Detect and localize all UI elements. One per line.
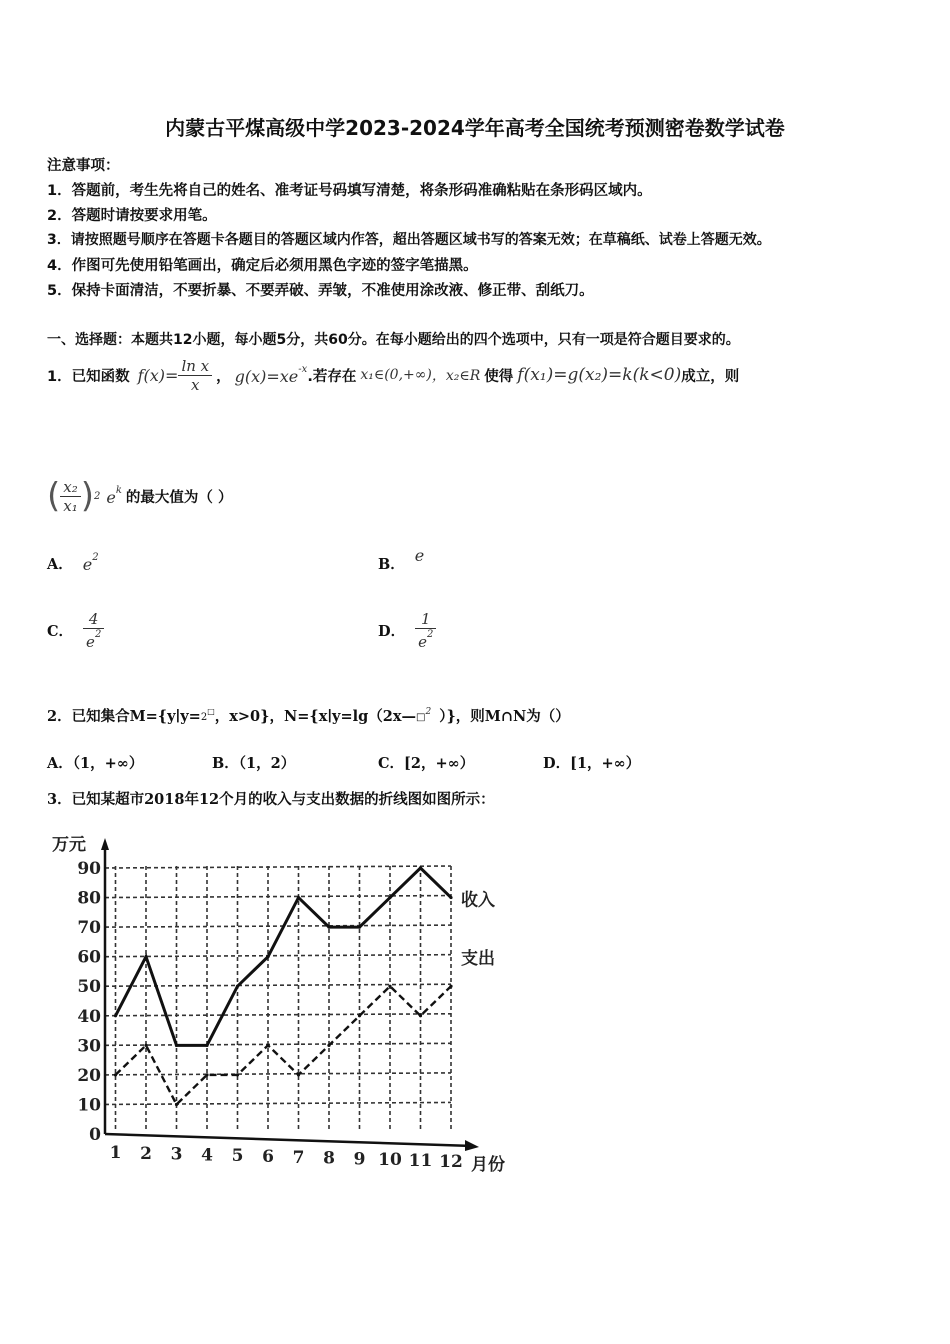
q1-exist: .若存在 <box>307 368 357 385</box>
q2-option-c[interactable] <box>378 752 474 773</box>
option-label: B． <box>378 555 405 573</box>
note-item: 5．保持卡面清洁，不要折暴、不要弄破、弄皱，不准使用涂改液、修正带、刮纸刀。 <box>47 283 594 299</box>
note-item: 3．请按照题号顺序在答题卡各题目的答题区域内作答，超出答题区域书写的答案无效；在草稿纸、试卷上答题无效。 <box>47 232 771 248</box>
q1-comma: ， <box>216 368 231 385</box>
data-point <box>358 1014 361 1017</box>
y-tick-label: 50 <box>77 977 101 998</box>
data-point <box>144 955 147 958</box>
q1-f-numerator: ln x <box>178 357 212 376</box>
optD-den <box>415 629 436 651</box>
option-text: （1，2） <box>238 755 296 772</box>
question-1 <box>47 352 739 398</box>
y-tick-label: 20 <box>77 1065 101 1086</box>
q1-f-fraction <box>178 357 212 394</box>
data-point <box>144 1044 147 1047</box>
q2-sup2 <box>416 707 431 723</box>
data-point <box>266 1044 269 1047</box>
q2-sup1 <box>201 707 215 723</box>
q1-expression <box>47 466 232 526</box>
data-point <box>297 896 300 899</box>
x-tick-label: 1 <box>109 1143 122 1163</box>
data-point <box>205 1044 208 1047</box>
q1-such: 使得 <box>484 368 514 385</box>
q1-f-lhs: f(x)= <box>137 365 179 385</box>
section-heading: 一、选择题：本题共12小题，每小题5分，共60分。在每小题给出的四个选项中，只有一项是符合题目要求的。 <box>47 332 740 348</box>
y-tick-label: 30 <box>77 1036 101 1057</box>
series-line-income <box>116 868 452 1045</box>
q1-g-base: g(x)=xe <box>234 367 299 386</box>
grid-line-horizontal <box>105 1073 451 1075</box>
left-paren: ( <box>47 476 61 516</box>
q2-text-a: 2．已知集合M={y∣y= <box>47 707 201 725</box>
grid-line-horizontal <box>105 896 451 898</box>
optA-base: e <box>82 555 93 574</box>
q1-option-a[interactable] <box>47 548 99 578</box>
data-point <box>419 1014 422 1017</box>
option-text: （1，+∞） <box>72 755 144 772</box>
x-tick-label: 11 <box>408 1151 433 1171</box>
option-label: A． <box>47 755 73 772</box>
q2-text-c: ）}，则M∩N为（） <box>439 707 570 725</box>
x-axis <box>105 1134 473 1146</box>
y-tick-label: 80 <box>77 888 101 909</box>
q2-option-d[interactable] <box>543 752 640 773</box>
q1-lead: 1．已知函数 <box>47 368 130 385</box>
option-label: C． <box>378 755 405 772</box>
q1-x1: x₁∈(0,+∞) <box>360 367 432 383</box>
grid-line-horizontal <box>105 925 451 927</box>
grid-line-horizontal <box>105 1014 451 1016</box>
y-tick-label: 10 <box>77 1095 101 1116</box>
optC-num: 4 <box>83 610 104 629</box>
note-item: 2．答题时请按要求用笔。 <box>47 208 217 224</box>
y-tick-label: 90 <box>77 859 101 879</box>
option-label: A． <box>47 555 73 573</box>
y-tick-label: 40 <box>77 1006 101 1027</box>
page-title: 内蒙古平煤高级中学2023-2024学年高考全国统考预测密卷数学试卷 <box>165 116 785 140</box>
question-3: 3．已知某超市2018年12个月的收入与支出数据的折线图如图所示： <box>47 791 495 808</box>
x-tick-label: 9 <box>353 1149 366 1170</box>
series-label: 收入 <box>461 890 495 911</box>
q1-expr-e: e <box>106 488 116 507</box>
optA-exp: 2 <box>92 552 99 563</box>
optD-den-base: e <box>418 632 427 651</box>
q1-expr-fraction <box>60 478 80 515</box>
optC-den-base: e <box>86 632 95 651</box>
y-tick-label: 0 <box>89 1125 101 1145</box>
y-axis-title: 万元 <box>52 835 86 855</box>
q2-sup1-value: 2 <box>200 712 208 723</box>
notes-heading: 注意事项： <box>47 158 120 174</box>
data-point <box>449 896 452 899</box>
x-axis-title: 月份 <box>471 1155 505 1175</box>
x-tick-label: 12 <box>439 1151 463 1172</box>
y-tick-label: 70 <box>77 918 101 939</box>
data-point <box>388 896 391 899</box>
q1-option-c-value <box>83 610 104 651</box>
data-point <box>114 1014 117 1017</box>
x-tick-label: 3 <box>170 1144 183 1165</box>
q2-text-b: ，x>0}，N={x∣y=lg（2x— <box>214 707 417 725</box>
x-axis-arrow <box>465 1140 479 1151</box>
q1-g-exp: -x <box>298 364 308 375</box>
q1-x2: ，x₂∈R <box>431 368 481 384</box>
data-point <box>114 1073 117 1076</box>
q2-option-b[interactable] <box>212 752 295 773</box>
y-tick-label: 60 <box>77 947 101 968</box>
x-tick-label: 2 <box>140 1143 152 1164</box>
data-point <box>236 1073 239 1076</box>
option-text: [1，+∞） <box>570 755 641 772</box>
data-point <box>175 1044 178 1047</box>
q1-expr-power: 2 <box>94 490 101 502</box>
q1-expr-exp <box>106 485 122 507</box>
q1-option-d[interactable] <box>378 604 436 656</box>
data-point <box>266 955 269 958</box>
grid-line-horizontal <box>105 1102 451 1104</box>
y-axis-arrow <box>101 838 109 850</box>
option-label: D． <box>543 755 571 772</box>
data-point <box>327 1044 330 1047</box>
x-tick-label: 5 <box>231 1146 244 1167</box>
right-paren: ) <box>80 476 95 516</box>
question-2 <box>47 700 570 730</box>
optC-den-exp: 2 <box>94 628 102 640</box>
data-point <box>236 985 239 988</box>
x-tick-label: 10 <box>378 1150 402 1171</box>
q1-ask: 的最大值为（ ） <box>125 489 233 506</box>
q1-option-a-value <box>83 552 99 574</box>
q1-option-b[interactable] <box>378 545 425 578</box>
grid-line-horizontal <box>105 1043 451 1045</box>
option-label: D． <box>378 622 406 640</box>
x-tick-label: 8 <box>323 1148 335 1169</box>
optC-den <box>83 629 104 651</box>
x-tick-label: 4 <box>201 1145 213 1166</box>
q1-expr-denominator: x₁ <box>63 496 78 515</box>
data-point <box>205 1073 208 1076</box>
q2-option-a[interactable] <box>47 752 143 773</box>
q2-sup2-box: □ <box>416 712 426 723</box>
line-chart <box>50 828 540 1178</box>
option-label: C． <box>47 622 74 640</box>
x-tick-label: 7 <box>292 1147 305 1168</box>
data-point <box>327 926 330 929</box>
data-point <box>358 926 361 929</box>
data-point <box>449 985 452 988</box>
q1-f-denominator: x <box>191 375 200 394</box>
series-label: 支出 <box>461 949 495 970</box>
q1-option-d-value <box>415 610 436 651</box>
q1-g <box>235 364 308 386</box>
note-item: 4．作图可先使用铅笔画出，确定后必须用黑色字迹的签字笔描黑。 <box>47 258 478 274</box>
data-point <box>175 1103 178 1106</box>
series-line-expense <box>116 986 452 1104</box>
grid-line-horizontal <box>105 866 451 868</box>
q1-holds: 成立，则 <box>681 368 740 385</box>
q1-option-b-value: e <box>414 545 425 565</box>
data-point <box>297 1073 300 1076</box>
option-text: [2，+∞） <box>404 755 475 772</box>
data-point <box>388 985 391 988</box>
option-label: B． <box>212 755 239 772</box>
optD-den-exp: 2 <box>426 628 434 640</box>
q1-option-c[interactable] <box>47 604 104 656</box>
q1-condition: f(x₁)=g(x₂)=k(k<0) <box>517 365 682 385</box>
q2-sup1-box: □ <box>207 707 215 716</box>
data-point <box>419 866 422 869</box>
q1-expr-numerator: x₂ <box>60 478 80 497</box>
note-item: 1．答题前，考生先将自己的姓名、准考证号码填写清楚，将条形码准确粘贴在条形码区域内。 <box>47 183 652 199</box>
q2-sup2-value: 2 <box>425 707 432 717</box>
optD-num: 1 <box>415 610 436 629</box>
grid-line-horizontal <box>105 955 451 957</box>
q1-expr-k: k <box>115 485 122 496</box>
x-tick-label: 6 <box>262 1147 274 1167</box>
